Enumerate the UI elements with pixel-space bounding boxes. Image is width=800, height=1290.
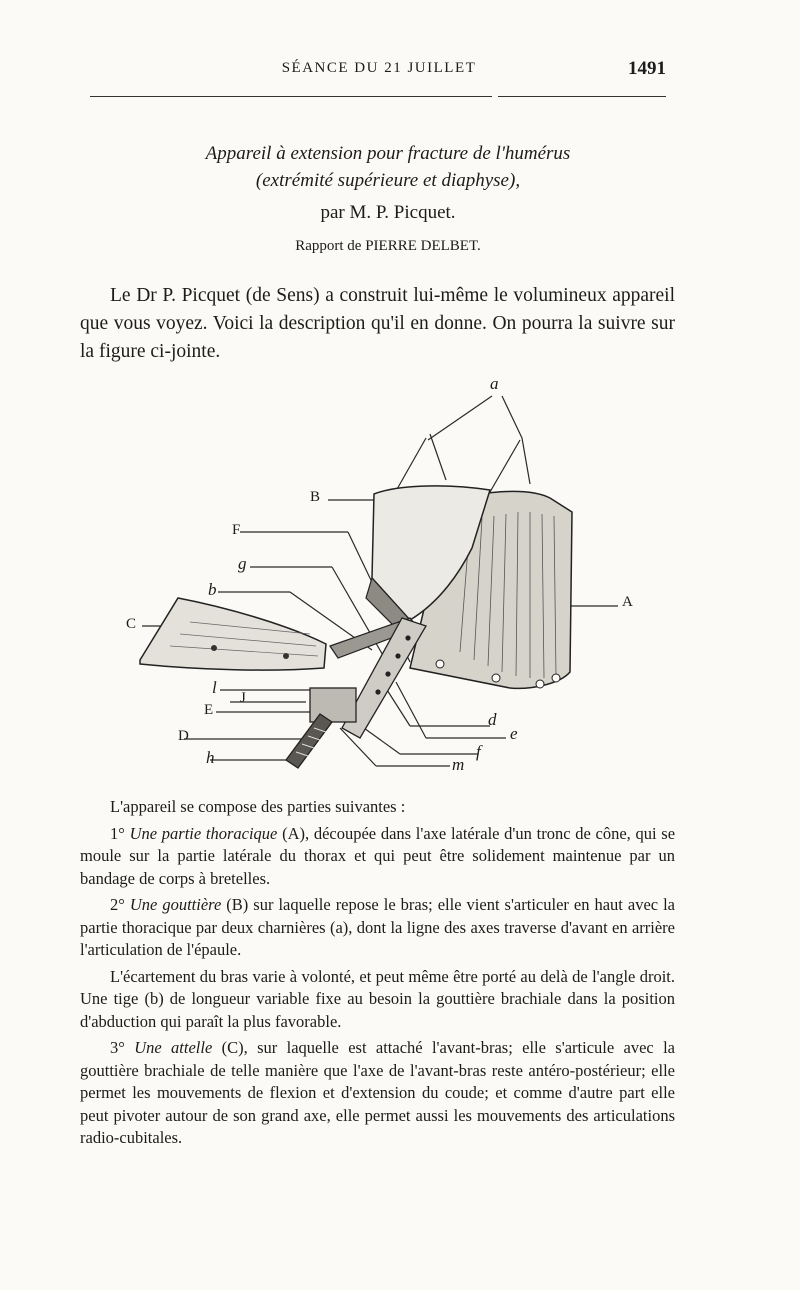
paragraph-part-3: [80, 1037, 675, 1150]
part-1-number: 1°: [110, 823, 125, 843]
figure-label-C: C: [126, 616, 137, 632]
header-rule-left: [90, 96, 492, 97]
part-3-number: 3°: [110, 1038, 125, 1057]
part-2-number: 2°: [110, 895, 125, 914]
paragraph-part-2: [80, 894, 675, 962]
figure-label-e: e: [510, 724, 518, 743]
apparatus-illustration: [110, 372, 670, 780]
figure-label-J: J: [240, 690, 246, 706]
figure-label-f: f: [476, 742, 481, 761]
part-3-name: Une attelle: [134, 1038, 213, 1057]
figure-label-l: l: [212, 678, 217, 697]
title-line-1: Appareil à extension pour fracture de l'humérus: [205, 143, 571, 164]
figure-label-A: A: [622, 594, 633, 610]
page-header: [88, 58, 670, 82]
part-3-text: (C), sur laquelle est attaché l'avant-bras; elle s'articule avec la gouttière brachiale de telle manière que l'axe de l'avant-bras reste antéro-postérieur; elle permet les mouvements de flexion et d'extension du coude; et comme d'autre part elle peut pivoter autour de son grand axe, elle permet aussi les mouvements des articulations radio-cubitales.: [80, 1038, 675, 1147]
paragraph-part-1: [80, 823, 675, 891]
author-line: par M. P. Picquet.: [320, 202, 456, 223]
apparatus-figure: [110, 372, 670, 780]
running-head: SÉANCE DU 21 JUILLET: [281, 60, 477, 76]
figure-label-g: g: [238, 554, 247, 573]
figure-label-F: F: [232, 522, 241, 538]
figure-label-h: h: [206, 748, 215, 767]
report-line: Rapport de PIERRE DELBET.: [295, 238, 481, 254]
page-number: 1491: [628, 58, 666, 79]
intro-paragraph: Le Dr P. Picquet (de Sens) a construit lui-même le volumineux appareil que vous voyez. Voici la description qu'il en donne. On pourra la suivre sur la figure ci-jointe.: [80, 285, 675, 362]
figure-label-a: a: [490, 374, 499, 393]
article-title-block: [88, 140, 688, 255]
body-text: [80, 796, 675, 1150]
part-1-text: (A), découpée dans l'axe latérale d'un tronc de cône, qui se moule sur la partie latérale du thorax et qui peut être solidement maintenue par un bandage de corps à bretelles.: [80, 823, 676, 888]
header-rule-right: [498, 96, 666, 97]
figure-label-d: d: [488, 710, 497, 729]
part-2-text: (B) sur laquelle repose le bras; elle vient s'articuler en haut avec la partie thoracique par deux charnières (a), dont la ligne des axes traverse d'avant en arrière l'articulation de l'épaule.: [80, 895, 675, 959]
paragraph-parts-intro: L'appareil se compose des parties suivantes :: [110, 797, 406, 816]
figure-label-E: E: [204, 702, 214, 718]
title-line-2: (extrémité supérieure et diaphyse),: [255, 170, 521, 191]
figure-label-b: b: [208, 580, 217, 599]
part-1-name: Une partie thoracique: [129, 823, 278, 843]
figure-label-D: D: [178, 728, 189, 744]
paragraph-arm-spacing: L'écartement du bras varie à volonté, et peut même être porté au delà de l'angle droit. Une tige (b) de longueur variable fixe au besoin la gouttière brachiale dans la position d'abduction qui paraît la plus favorable.: [80, 966, 675, 1031]
figure-label-m: m: [452, 755, 465, 774]
part-2-name: Une gouttière: [129, 895, 222, 914]
figure-label-B: B: [310, 489, 321, 505]
